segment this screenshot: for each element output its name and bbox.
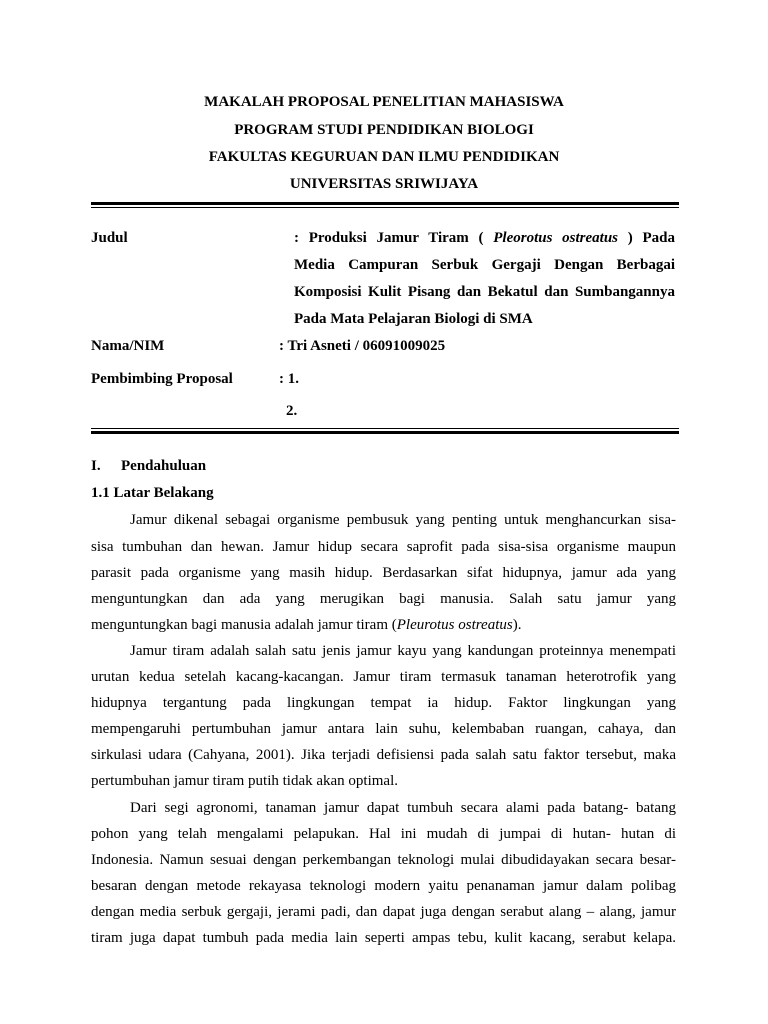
- pembimbing-label: Pembimbing Proposal: [91, 371, 233, 387]
- paragraph-3-line: tiram juga dapat tumbuh pada media lain seperti ampas tebu, kulit kacang, serabut kelapa.: [91, 930, 676, 946]
- header-line-1: MAKALAH PROPOSAL PENELITIAN MAHASISWA: [204, 94, 564, 110]
- paragraph-2-line: sirkulasi udara (Cahyana, 2001). Jika terjadi defisiensi pada salah satu faktor tersebut, maka: [91, 747, 676, 763]
- paragraph-1-line: parasit pada organisme yang masih hidup. Berdasarkan sifat hidupnya, jamur ada yang: [91, 565, 676, 581]
- paragraph-2-line: hidupnya tergantung pada lingkungan tempat ia hidup. Faktor lingkungan yang: [91, 695, 676, 711]
- judul-line-4: Pada Mata Pelajaran Biologi di SMA: [294, 311, 533, 327]
- header-line-3: FAKULTAS KEGURUAN DAN ILMU PENDIDIKAN: [208, 149, 560, 165]
- judul-line-1-species: Pleorotus ostreatus: [493, 230, 619, 246]
- judul-line-3: Komposisi Kulit Pisang dan Bekatul dan Sumbangannya: [294, 284, 675, 300]
- sub-heading: 1.1 Latar Belakang: [91, 485, 214, 501]
- header-line-2: PROGRAM STUDI PENDIDIKAN BIOLOGI: [234, 122, 534, 138]
- paragraph-3-line: Indonesia. Namun sesuai dengan perkembangan teknologi mulai dibudidayakan secara besar-: [91, 852, 676, 868]
- judul-line-1-suffix: ) Pada: [627, 230, 675, 246]
- pembimbing-value-2: 2.: [286, 403, 298, 419]
- paragraph-1-line: [91, 616, 676, 634]
- paragraph-2-line: Jamur tiram adalah salah satu jenis jamur kayu yang kandungan proteinnya menempati: [130, 643, 676, 659]
- paragraph-3-line: pohon yang telah mengalami pelapukan. Hal ini mudah di jumpai di hutan- hutan di: [91, 826, 676, 842]
- judul-line-1-prefix: : Produksi Jamur Tiram (: [294, 230, 484, 246]
- paragraph-3-line: besaran dengan metode rekayasa teknologi modern yaitu penanaman jamur dalam polibag: [91, 878, 676, 894]
- pembimbing-value-1: : 1.: [279, 371, 299, 387]
- judul-line-2: Media Campuran Serbuk Gergaji Dengan Berbagai: [294, 257, 675, 273]
- p1-species: Pleurotus ostreatus: [396, 617, 513, 633]
- paragraph-3-line: Dari segi agronomi, tanaman jamur dapat tumbuh secara alami pada batang- batang: [130, 800, 676, 816]
- bottom-double-rule: [91, 428, 679, 434]
- p1-last-suffix: ).: [512, 617, 522, 633]
- paragraph-1-line: sisa tumbuhan dan hewan. Jamur hidup secara saprofit pada sisa-sisa organisme maupun: [91, 539, 676, 555]
- top-double-rule: [91, 202, 679, 208]
- paragraph-1-line: menguntungkan dan ada yang merugikan bagi manusia. Salah satu jamur yang: [91, 591, 676, 607]
- paragraph-2-line: urutan kedua setelah kacang-kacangan. Jamur tiram termasuk tanaman heterotrofik yang: [91, 669, 676, 685]
- section-number: I.: [91, 458, 101, 474]
- paragraph-3-line: dengan media serbuk gergaji, jerami padi, dan dapat juga dengan serabut alang – alang, jamur: [91, 904, 676, 920]
- paragraph-1-line: Jamur dikenal sebagai organisme pembusuk yang penting untuk menghancurkan sisa-: [130, 512, 676, 528]
- p1-last-prefix: menguntungkan bagi manusia adalah jamur tiram (: [91, 617, 397, 633]
- header-line-4: UNIVERSITAS SRIWIJAYA: [289, 176, 479, 192]
- judul-line-1: [294, 229, 675, 247]
- paragraph-2-line: mempengaruhi pertumbuhan jamur antara lain suhu, kelembaban ruangan, cahaya, dan: [91, 721, 676, 737]
- nama-value: : Tri Asneti / 06091009025: [279, 338, 446, 354]
- paragraph-2-line: pertumbuhan jamur tiram putih tidak akan optimal.: [91, 773, 399, 789]
- judul-label: Judul: [91, 230, 128, 246]
- section-heading: Pendahuluan: [121, 458, 207, 474]
- nama-label: Nama/NIM: [91, 338, 165, 354]
